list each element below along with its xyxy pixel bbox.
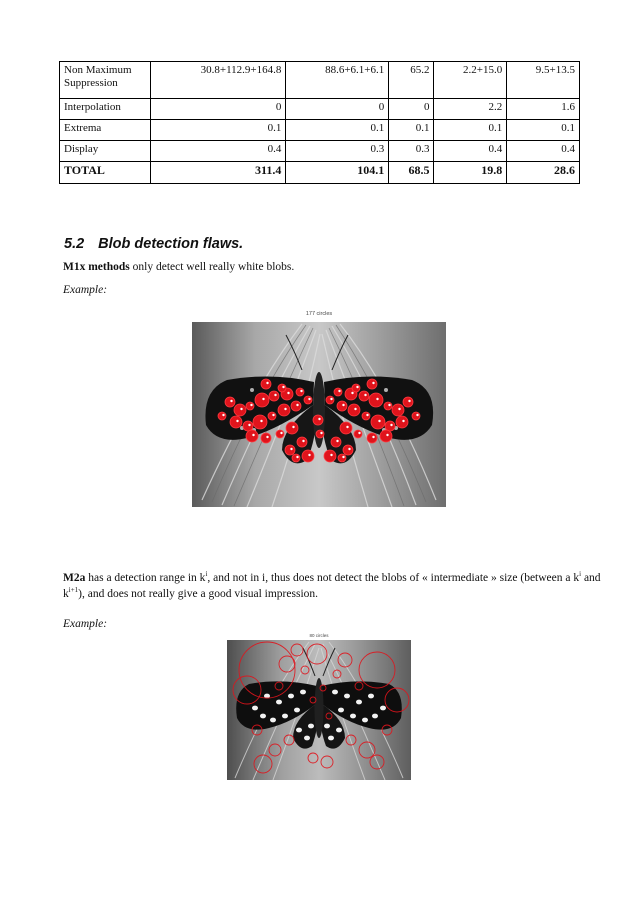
table-cell: 28.6 [507,162,580,184]
table-cell: 0.4 [434,141,507,162]
detected-blob [268,412,276,420]
detected-blob [285,445,295,455]
example-label: Example: [63,284,108,296]
detected-blob [326,396,334,404]
detected-blob [392,404,404,416]
white-spot [368,694,374,699]
table-cell: 2.2+15.0 [434,62,507,99]
detected-blob [352,384,360,392]
detected-blob [396,416,408,428]
white-spot [356,700,362,705]
detected-blob [296,388,304,396]
detected-blob [291,401,301,411]
detected-blob [385,421,395,431]
detected-blob [371,415,385,429]
table-cell: 0.1 [507,120,580,141]
detected-blob [218,412,226,420]
paragraph-m2a: M2a has a detection range in $k^i$, and not in i, thus does not detect the blobs of « intermediate » size (between a $k^i$ and $k^{i+1}$), and does not really give a good visual impression. [63,570,601,600]
table-cell: 0 [151,99,286,120]
detected-blob [412,412,420,420]
detected-blob [334,388,342,396]
detected-blob [230,416,242,428]
detected-blob [367,433,377,443]
white-spot [332,690,338,695]
table-cell: 19.8 [434,162,507,184]
detected-blob [278,384,286,392]
paragraph-text: only detect well really white blobs. [129,261,295,273]
white-spot [372,714,378,719]
detected-blob [234,404,246,416]
table-cell: 0 [389,99,434,120]
table-cell: 0.4 [507,141,580,162]
white-spot [296,728,302,733]
table-cell: 0.1 [151,120,286,141]
table-cell: 0.1 [286,120,389,141]
detected-blob [246,402,254,410]
timing-table [59,61,580,184]
detected-blob [255,393,269,407]
detected-blob [297,437,307,447]
detected-blob [384,402,392,410]
butterfly-image [192,310,446,507]
figure-caption: 177 circles [305,311,333,317]
table-cell: 88.6+6.1+6.1 [286,62,389,99]
detected-blob [278,404,290,416]
table-cell: 0.4 [151,141,286,162]
detected-blob [403,397,413,407]
white-spot [300,690,306,695]
table-row [60,62,580,99]
section-heading [64,236,243,252]
table-cell: 0.3 [286,141,389,162]
table-cell: 1.6 [507,99,580,120]
detected-blob [380,430,392,442]
table-cell: 9.5+13.5 [507,62,580,99]
detected-blob [243,421,253,431]
butterfly-figure-m1x [192,310,446,507]
detected-blob [331,437,341,447]
butterfly-figure-m2a [227,630,411,780]
detected-blob [362,412,370,420]
table-cell: 65.2 [389,62,434,99]
detected-blob [302,450,314,462]
row-label: Display [60,141,151,162]
table-cell: 0.1 [434,120,507,141]
white-spot [252,706,258,711]
table-cell: 104.1 [286,162,389,184]
method-name: M1x methods [63,261,130,273]
white-spot [282,714,288,719]
detected-blob [337,401,347,411]
total-row [60,162,580,184]
detected-blob [313,415,323,425]
detected-blob [304,396,312,404]
white-spot [350,714,356,719]
section-number: 5.2 [64,236,85,252]
white-spot [328,736,334,741]
white-spot [276,700,282,705]
detected-blob [354,430,362,438]
detected-blob [261,433,271,443]
detected-blob [324,450,336,462]
table-cell: 0.3 [389,141,434,162]
white-spot [270,718,276,723]
detected-blob [369,393,383,407]
white-spot [294,708,300,713]
white-spot [336,728,342,733]
table-cell: 0 [286,99,389,120]
detected-blob [253,415,267,429]
row-label: Non Maximum Suppression [60,62,151,99]
example-label: Example: [63,618,108,630]
table-cell: 311.4 [151,162,286,184]
table-cell: 0.1 [389,120,434,141]
detected-blob [340,422,352,434]
detected-blob [261,379,271,389]
white-spot [362,718,368,723]
detected-blob [343,445,353,455]
detected-blob [338,454,346,462]
detected-blob [225,397,235,407]
white-spot [324,724,330,729]
white-spot [308,724,314,729]
white-spot [380,706,386,711]
white-spot [304,736,310,741]
table-cell: 68.5 [389,162,434,184]
row-label: TOTAL [60,162,151,184]
section-title: Blob detection flaws. [98,236,244,252]
detected-blob [367,379,377,389]
table-cell: 2.2 [434,99,507,120]
butterfly-image [227,630,411,780]
table-cell: 30.8+112.9+164.8 [151,62,286,99]
method-name: M2a [63,572,86,584]
row-label: Interpolation [60,99,151,120]
detected-blob [348,404,360,416]
detected-blob [246,430,258,442]
detected-blob [269,391,279,401]
detected-blob [359,391,369,401]
paragraph-m1x [63,259,294,275]
figure-caption: 80 circles [309,633,329,638]
table-row [60,99,580,120]
detected-blob [316,430,324,438]
white-spot [338,708,344,713]
table-row [60,141,580,162]
white-spot [260,714,266,719]
row-label: Extrema [60,120,151,141]
white-spot [288,694,294,699]
detected-blob [286,422,298,434]
white-spot [344,694,350,699]
detected-blob [276,430,284,438]
detected-blob [292,454,300,462]
table-row [60,120,580,141]
